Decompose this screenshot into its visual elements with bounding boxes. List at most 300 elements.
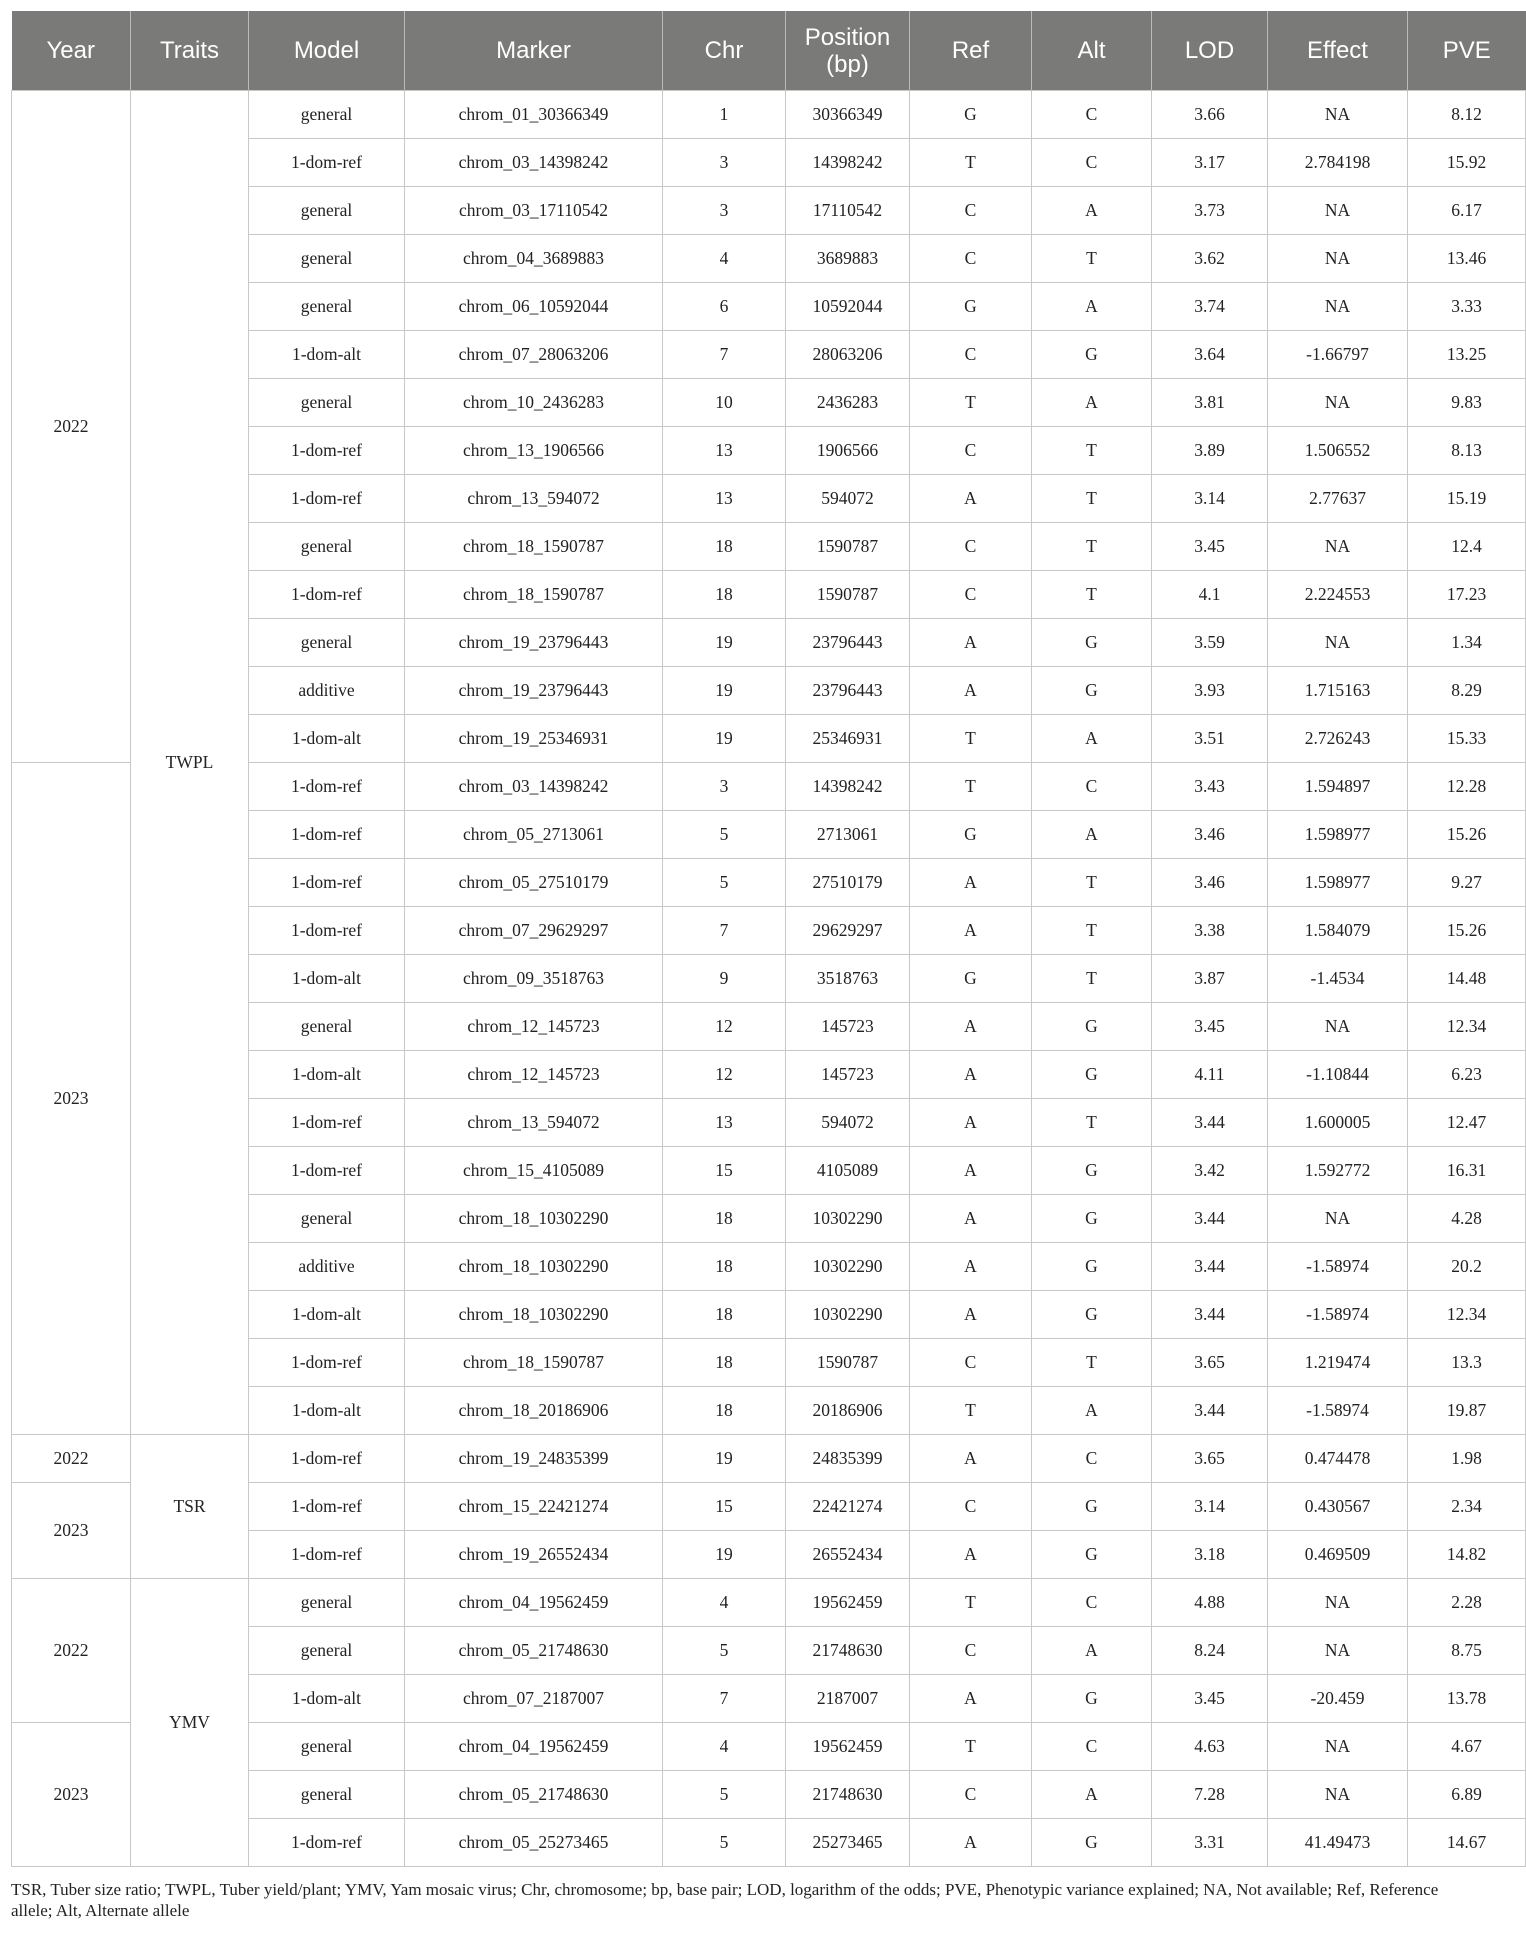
model-cell: 1-dom-alt: [249, 1291, 405, 1339]
model-cell: general: [249, 283, 405, 331]
lod-cell: 3.44: [1152, 1195, 1268, 1243]
pve-cell: 14.48: [1408, 955, 1526, 1003]
alt-cell: T: [1032, 955, 1152, 1003]
position-cell: 23796443: [786, 619, 910, 667]
alt-cell: A: [1032, 715, 1152, 763]
chr-cell: 15: [663, 1147, 786, 1195]
position-cell: 10592044: [786, 283, 910, 331]
model-cell: 1-dom-ref: [249, 763, 405, 811]
model-cell: 1-dom-ref: [249, 139, 405, 187]
position-cell: 23796443: [786, 667, 910, 715]
chr-cell: 18: [663, 1339, 786, 1387]
marker-cell: chrom_05_21748630: [405, 1771, 663, 1819]
alt-cell: T: [1032, 235, 1152, 283]
header-position-line2: (bp): [826, 50, 869, 78]
ref-cell: A: [910, 667, 1032, 715]
ref-cell: C: [910, 1627, 1032, 1675]
effect-cell: 2.77637: [1268, 475, 1408, 523]
marker-cell: chrom_05_2713061: [405, 811, 663, 859]
effect-cell: 1.219474: [1268, 1339, 1408, 1387]
table-footnote: TSR, Tuber size ratio; TWPL, Tuber yield/plant; YMV, Yam mosaic virus; Chr, chromosome; bp, base pair; LOD, logarithm of the odds; PVE, Phenotypic variance explained; NA, Not available; Ref, Reference allele; Alt, Alternate allele: [11, 1880, 1439, 1920]
chr-cell: 5: [663, 1627, 786, 1675]
position-cell: 17110542: [786, 187, 910, 235]
position-cell: 3518763: [786, 955, 910, 1003]
ref-cell: C: [910, 523, 1032, 571]
lod-cell: 3.65: [1152, 1435, 1268, 1483]
table-row: [12, 1579, 1526, 1627]
chr-cell: 19: [663, 1531, 786, 1579]
model-cell: 1-dom-ref: [249, 1339, 405, 1387]
pve-cell: 19.87: [1408, 1387, 1526, 1435]
gwas-results-table: [11, 11, 1526, 1867]
chr-cell: 5: [663, 1771, 786, 1819]
chr-cell: 13: [663, 475, 786, 523]
effect-cell: NA: [1268, 523, 1408, 571]
ref-cell: A: [910, 1147, 1032, 1195]
marker-cell: chrom_10_2436283: [405, 379, 663, 427]
header-effect: Effect: [1268, 11, 1408, 91]
position-cell: 19562459: [786, 1723, 910, 1771]
effect-cell: 1.600005: [1268, 1099, 1408, 1147]
effect-cell: -1.58974: [1268, 1243, 1408, 1291]
marker-cell: chrom_13_594072: [405, 475, 663, 523]
ref-cell: A: [910, 1003, 1032, 1051]
lod-cell: 3.64: [1152, 331, 1268, 379]
alt-cell: T: [1032, 475, 1152, 523]
pve-cell: 15.26: [1408, 907, 1526, 955]
model-cell: general: [249, 619, 405, 667]
alt-cell: A: [1032, 283, 1152, 331]
chr-cell: 18: [663, 1291, 786, 1339]
chr-cell: 7: [663, 331, 786, 379]
effect-cell: -1.10844: [1268, 1051, 1408, 1099]
ref-cell: T: [910, 139, 1032, 187]
pve-cell: 12.47: [1408, 1099, 1526, 1147]
effect-cell: 2.784198: [1268, 139, 1408, 187]
pve-cell: 13.25: [1408, 331, 1526, 379]
marker-cell: chrom_15_22421274: [405, 1483, 663, 1531]
position-cell: 28063206: [786, 331, 910, 379]
header-alt: Alt: [1032, 11, 1152, 91]
ref-cell: T: [910, 379, 1032, 427]
model-cell: general: [249, 1003, 405, 1051]
alt-cell: A: [1032, 811, 1152, 859]
lod-cell: 3.38: [1152, 907, 1268, 955]
position-cell: 145723: [786, 1003, 910, 1051]
chr-cell: 19: [663, 715, 786, 763]
effect-cell: 1.598977: [1268, 859, 1408, 907]
marker-cell: chrom_05_27510179: [405, 859, 663, 907]
position-cell: 1590787: [786, 1339, 910, 1387]
pve-cell: 6.23: [1408, 1051, 1526, 1099]
model-cell: general: [249, 1771, 405, 1819]
chr-cell: 12: [663, 1003, 786, 1051]
marker-cell: chrom_18_1590787: [405, 1339, 663, 1387]
position-cell: 14398242: [786, 139, 910, 187]
ref-cell: A: [910, 619, 1032, 667]
marker-cell: chrom_06_10592044: [405, 283, 663, 331]
model-cell: 1-dom-ref: [249, 1483, 405, 1531]
alt-cell: T: [1032, 907, 1152, 955]
model-cell: general: [249, 1723, 405, 1771]
effect-cell: NA: [1268, 1771, 1408, 1819]
chr-cell: 18: [663, 1195, 786, 1243]
model-cell: 1-dom-alt: [249, 715, 405, 763]
marker-cell: chrom_07_28063206: [405, 331, 663, 379]
ref-cell: A: [910, 1243, 1032, 1291]
model-cell: general: [249, 235, 405, 283]
position-cell: 145723: [786, 1051, 910, 1099]
effect-cell: NA: [1268, 235, 1408, 283]
lod-cell: 3.31: [1152, 1819, 1268, 1867]
model-cell: 1-dom-alt: [249, 331, 405, 379]
ref-cell: C: [910, 187, 1032, 235]
pve-cell: 2.34: [1408, 1483, 1526, 1531]
ref-cell: A: [910, 475, 1032, 523]
alt-cell: G: [1032, 1291, 1152, 1339]
chr-cell: 4: [663, 1723, 786, 1771]
model-cell: general: [249, 91, 405, 139]
pve-cell: 4.67: [1408, 1723, 1526, 1771]
marker-cell: chrom_03_14398242: [405, 763, 663, 811]
lod-cell: 3.17: [1152, 139, 1268, 187]
effect-cell: NA: [1268, 1579, 1408, 1627]
marker-cell: chrom_18_10302290: [405, 1291, 663, 1339]
lod-cell: 3.73: [1152, 187, 1268, 235]
header-model: Model: [249, 11, 405, 91]
marker-cell: chrom_19_25346931: [405, 715, 663, 763]
chr-cell: 15: [663, 1483, 786, 1531]
position-cell: 29629297: [786, 907, 910, 955]
lod-cell: 3.87: [1152, 955, 1268, 1003]
ref-cell: C: [910, 331, 1032, 379]
lod-cell: 3.65: [1152, 1339, 1268, 1387]
chr-cell: 19: [663, 667, 786, 715]
header-lod: LOD: [1152, 11, 1268, 91]
effect-cell: 0.469509: [1268, 1531, 1408, 1579]
chr-cell: 18: [663, 1387, 786, 1435]
chr-cell: 9: [663, 955, 786, 1003]
ref-cell: A: [910, 1435, 1032, 1483]
pve-cell: 12.4: [1408, 523, 1526, 571]
alt-cell: A: [1032, 187, 1152, 235]
pve-cell: 15.19: [1408, 475, 1526, 523]
model-cell: general: [249, 379, 405, 427]
marker-cell: chrom_04_19562459: [405, 1579, 663, 1627]
position-cell: 2187007: [786, 1675, 910, 1723]
effect-cell: NA: [1268, 379, 1408, 427]
chr-cell: 5: [663, 1819, 786, 1867]
effect-cell: NA: [1268, 1195, 1408, 1243]
chr-cell: 19: [663, 619, 786, 667]
lod-cell: 3.45: [1152, 1003, 1268, 1051]
alt-cell: T: [1032, 427, 1152, 475]
model-cell: 1-dom-alt: [249, 1675, 405, 1723]
alt-cell: A: [1032, 379, 1152, 427]
chr-cell: 10: [663, 379, 786, 427]
lod-cell: 7.28: [1152, 1771, 1268, 1819]
effect-cell: 1.592772: [1268, 1147, 1408, 1195]
lod-cell: 3.44: [1152, 1243, 1268, 1291]
alt-cell: T: [1032, 1339, 1152, 1387]
effect-cell: -1.58974: [1268, 1387, 1408, 1435]
ref-cell: A: [910, 1291, 1032, 1339]
alt-cell: G: [1032, 667, 1152, 715]
marker-cell: chrom_05_21748630: [405, 1627, 663, 1675]
position-cell: 25273465: [786, 1819, 910, 1867]
position-cell: 1906566: [786, 427, 910, 475]
lod-cell: 4.63: [1152, 1723, 1268, 1771]
model-cell: 1-dom-ref: [249, 571, 405, 619]
marker-cell: chrom_18_1590787: [405, 571, 663, 619]
model-cell: general: [249, 523, 405, 571]
pve-cell: 15.33: [1408, 715, 1526, 763]
pve-cell: 4.28: [1408, 1195, 1526, 1243]
chr-cell: 18: [663, 523, 786, 571]
lod-cell: 3.14: [1152, 1483, 1268, 1531]
chr-cell: 5: [663, 859, 786, 907]
marker-cell: chrom_19_24835399: [405, 1435, 663, 1483]
ref-cell: A: [910, 1675, 1032, 1723]
model-cell: additive: [249, 667, 405, 715]
marker-cell: chrom_05_25273465: [405, 1819, 663, 1867]
position-cell: 10302290: [786, 1243, 910, 1291]
marker-cell: chrom_19_23796443: [405, 667, 663, 715]
marker-cell: chrom_07_2187007: [405, 1675, 663, 1723]
lod-cell: 3.81: [1152, 379, 1268, 427]
alt-cell: G: [1032, 1051, 1152, 1099]
alt-cell: G: [1032, 619, 1152, 667]
effect-cell: 1.594897: [1268, 763, 1408, 811]
alt-cell: C: [1032, 91, 1152, 139]
chr-cell: 7: [663, 1675, 786, 1723]
ref-cell: A: [910, 1819, 1032, 1867]
year-cell: 2022: [12, 1435, 131, 1483]
alt-cell: A: [1032, 1771, 1152, 1819]
chr-cell: 13: [663, 1099, 786, 1147]
lod-cell: 3.62: [1152, 235, 1268, 283]
header-chr: Chr: [663, 11, 786, 91]
position-cell: 20186906: [786, 1387, 910, 1435]
ref-cell: T: [910, 1723, 1032, 1771]
alt-cell: G: [1032, 1003, 1152, 1051]
alt-cell: T: [1032, 523, 1152, 571]
ref-cell: T: [910, 1579, 1032, 1627]
alt-cell: T: [1032, 571, 1152, 619]
marker-cell: chrom_15_4105089: [405, 1147, 663, 1195]
pve-cell: 13.78: [1408, 1675, 1526, 1723]
marker-cell: chrom_19_23796443: [405, 619, 663, 667]
effect-cell: NA: [1268, 619, 1408, 667]
ref-cell: A: [910, 859, 1032, 907]
pve-cell: 6.89: [1408, 1771, 1526, 1819]
pve-cell: 14.67: [1408, 1819, 1526, 1867]
chr-cell: 12: [663, 1051, 786, 1099]
pve-cell: 8.29: [1408, 667, 1526, 715]
position-cell: 594072: [786, 475, 910, 523]
marker-cell: chrom_12_145723: [405, 1051, 663, 1099]
model-cell: 1-dom-ref: [249, 859, 405, 907]
alt-cell: C: [1032, 1579, 1152, 1627]
ref-cell: G: [910, 91, 1032, 139]
position-cell: 4105089: [786, 1147, 910, 1195]
position-cell: 22421274: [786, 1483, 910, 1531]
pve-cell: 16.31: [1408, 1147, 1526, 1195]
marker-cell: chrom_12_145723: [405, 1003, 663, 1051]
pve-cell: 15.26: [1408, 811, 1526, 859]
position-cell: 21748630: [786, 1627, 910, 1675]
ref-cell: C: [910, 1339, 1032, 1387]
model-cell: 1-dom-ref: [249, 427, 405, 475]
effect-cell: 2.726243: [1268, 715, 1408, 763]
lod-cell: 3.44: [1152, 1291, 1268, 1339]
chr-cell: 4: [663, 235, 786, 283]
ref-cell: T: [910, 715, 1032, 763]
lod-cell: 3.45: [1152, 523, 1268, 571]
effect-cell: -1.58974: [1268, 1291, 1408, 1339]
model-cell: 1-dom-ref: [249, 1531, 405, 1579]
chr-cell: 13: [663, 427, 786, 475]
position-cell: 19562459: [786, 1579, 910, 1627]
effect-cell: -20.459: [1268, 1675, 1408, 1723]
alt-cell: G: [1032, 331, 1152, 379]
model-cell: 1-dom-ref: [249, 1099, 405, 1147]
model-cell: 1-dom-ref: [249, 1435, 405, 1483]
effect-cell: 1.598977: [1268, 811, 1408, 859]
pve-cell: 12.34: [1408, 1291, 1526, 1339]
marker-cell: chrom_13_594072: [405, 1099, 663, 1147]
effect-cell: 1.506552: [1268, 427, 1408, 475]
lod-cell: 3.43: [1152, 763, 1268, 811]
alt-cell: G: [1032, 1243, 1152, 1291]
alt-cell: G: [1032, 1675, 1152, 1723]
chr-cell: 3: [663, 187, 786, 235]
year-cell: 2023: [12, 1723, 131, 1867]
pve-cell: 13.46: [1408, 235, 1526, 283]
trait-cell: TSR: [131, 1435, 249, 1579]
header-year: Year: [12, 11, 131, 91]
effect-cell: 0.474478: [1268, 1435, 1408, 1483]
position-cell: 30366349: [786, 91, 910, 139]
effect-cell: NA: [1268, 91, 1408, 139]
alt-cell: G: [1032, 1819, 1152, 1867]
ref-cell: C: [910, 235, 1032, 283]
lod-cell: 4.1: [1152, 571, 1268, 619]
year-cell: 2023: [12, 763, 131, 1435]
chr-cell: 4: [663, 1579, 786, 1627]
alt-cell: A: [1032, 1627, 1152, 1675]
position-cell: 14398242: [786, 763, 910, 811]
lod-cell: 3.44: [1152, 1099, 1268, 1147]
effect-cell: NA: [1268, 283, 1408, 331]
ref-cell: G: [910, 811, 1032, 859]
ref-cell: A: [910, 1195, 1032, 1243]
model-cell: general: [249, 1627, 405, 1675]
trait-cell: TWPL: [131, 91, 249, 1435]
header-pve: PVE: [1408, 11, 1526, 91]
position-cell: 24835399: [786, 1435, 910, 1483]
position-cell: 27510179: [786, 859, 910, 907]
lod-cell: 3.42: [1152, 1147, 1268, 1195]
chr-cell: 18: [663, 571, 786, 619]
header-marker: Marker: [405, 11, 663, 91]
lod-cell: 3.14: [1152, 475, 1268, 523]
year-cell: 2023: [12, 1483, 131, 1579]
position-cell: 594072: [786, 1099, 910, 1147]
position-cell: 3689883: [786, 235, 910, 283]
effect-cell: 41.49473: [1268, 1819, 1408, 1867]
header-ref: Ref: [910, 11, 1032, 91]
effect-cell: -1.66797: [1268, 331, 1408, 379]
pve-cell: 8.12: [1408, 91, 1526, 139]
position-cell: 25346931: [786, 715, 910, 763]
lod-cell: 3.51: [1152, 715, 1268, 763]
pve-cell: 9.27: [1408, 859, 1526, 907]
header-position-line1: Position: [804, 23, 891, 51]
marker-cell: chrom_03_14398242: [405, 139, 663, 187]
ref-cell: T: [910, 763, 1032, 811]
ref-cell: C: [910, 571, 1032, 619]
effect-cell: 1.715163: [1268, 667, 1408, 715]
header-row: [12, 11, 1526, 91]
model-cell: general: [249, 187, 405, 235]
ref-cell: C: [910, 1483, 1032, 1531]
effect-cell: 2.224553: [1268, 571, 1408, 619]
marker-cell: chrom_03_17110542: [405, 187, 663, 235]
effect-cell: 0.430567: [1268, 1483, 1408, 1531]
alt-cell: G: [1032, 1483, 1152, 1531]
ref-cell: A: [910, 1531, 1032, 1579]
alt-cell: C: [1032, 139, 1152, 187]
table-row: [12, 91, 1526, 139]
chr-cell: 3: [663, 763, 786, 811]
effect-cell: NA: [1268, 1003, 1408, 1051]
alt-cell: T: [1032, 1099, 1152, 1147]
pve-cell: 3.33: [1408, 283, 1526, 331]
table-row: [12, 1435, 1526, 1483]
model-cell: 1-dom-ref: [249, 1819, 405, 1867]
pve-cell: 6.17: [1408, 187, 1526, 235]
chr-cell: 3: [663, 139, 786, 187]
header-traits: Traits: [131, 11, 249, 91]
chr-cell: 1: [663, 91, 786, 139]
chr-cell: 5: [663, 811, 786, 859]
marker-cell: chrom_19_26552434: [405, 1531, 663, 1579]
position-cell: 1590787: [786, 571, 910, 619]
pve-cell: 1.98: [1408, 1435, 1526, 1483]
ref-cell: G: [910, 283, 1032, 331]
position-cell: 10302290: [786, 1195, 910, 1243]
position-cell: 2713061: [786, 811, 910, 859]
model-cell: 1-dom-ref: [249, 1147, 405, 1195]
alt-cell: G: [1032, 1195, 1152, 1243]
position-cell: 26552434: [786, 1531, 910, 1579]
lod-cell: 3.45: [1152, 1675, 1268, 1723]
chr-cell: 7: [663, 907, 786, 955]
lod-cell: 3.46: [1152, 811, 1268, 859]
pve-cell: 12.28: [1408, 763, 1526, 811]
model-cell: 1-dom-alt: [249, 955, 405, 1003]
table-container: [11, 11, 1491, 1867]
marker-cell: chrom_13_1906566: [405, 427, 663, 475]
ref-cell: C: [910, 427, 1032, 475]
pve-cell: 13.3: [1408, 1339, 1526, 1387]
chr-cell: 18: [663, 1243, 786, 1291]
alt-cell: G: [1032, 1531, 1152, 1579]
marker-cell: chrom_18_10302290: [405, 1195, 663, 1243]
effect-cell: -1.4534: [1268, 955, 1408, 1003]
ref-cell: T: [910, 1387, 1032, 1435]
